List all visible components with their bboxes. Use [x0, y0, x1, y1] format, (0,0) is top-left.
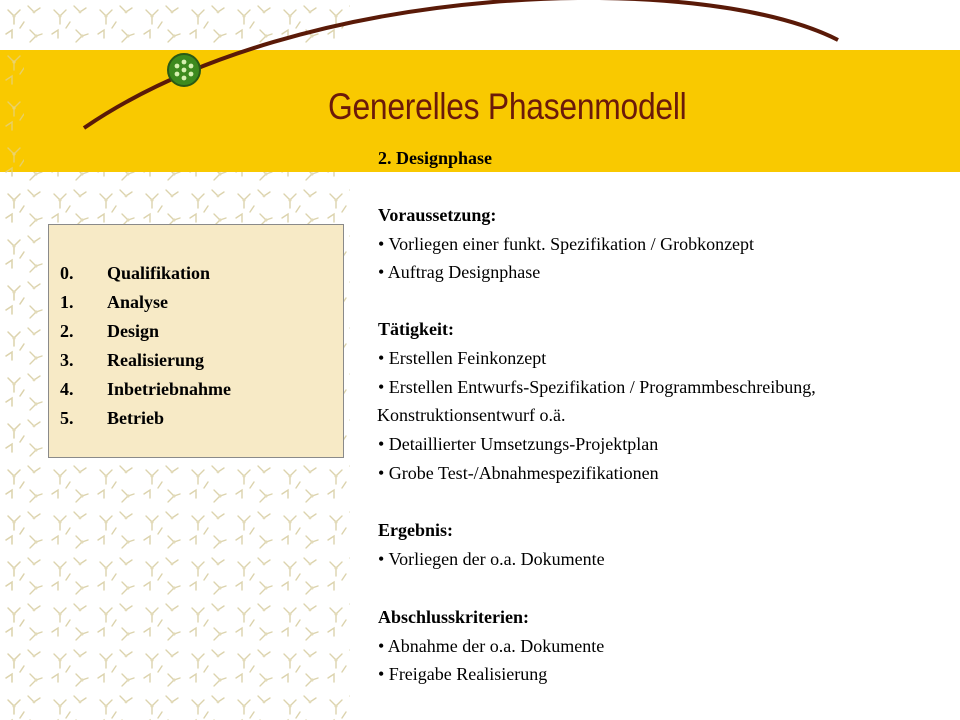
phase-item — [60, 317, 231, 346]
phase-list-box — [48, 224, 344, 458]
voraussetzung-heading: Voraussetzung: — [378, 205, 497, 225]
phase-number: 2. — [60, 321, 74, 341]
abschluss-item: • Abnahme der o.a. Dokumente — [378, 636, 605, 656]
voraussetzung-item: • Vorliegen einer funkt. Spezifikation / Grobkonzept — [378, 234, 755, 254]
slide-title: Generelles Phasenmodell — [328, 86, 687, 127]
phase-label: Inbetriebnahme — [107, 379, 232, 399]
pattern-column-top — [0, 0, 24, 720]
taetigkeit-item-continued: Konstruktionsentwurf o.ä. — [377, 405, 566, 425]
phase-label: Analyse — [107, 292, 169, 312]
taetigkeit-item: • Grobe Test-/Abnahmespezifikationen — [378, 463, 659, 483]
abschluss-item: • Freigabe Realisierung — [378, 664, 548, 684]
phase-item — [60, 259, 231, 288]
phase-heading: 2. Designphase — [378, 148, 493, 168]
phase-number: 1. — [60, 292, 74, 312]
taetigkeit-item: • Erstellen Entwurfs-Spezifikation / Programmbeschreibung, — [378, 377, 816, 397]
logo-icon — [168, 54, 200, 86]
phase-number: 4. — [60, 379, 74, 399]
phase-item — [60, 346, 231, 375]
phase-label: Realisierung — [107, 350, 204, 370]
taetigkeit-heading: Tätigkeit: — [378, 319, 454, 339]
taetigkeit-item: • Erstellen Feinkonzept — [378, 348, 547, 368]
phase-item — [60, 288, 231, 317]
phase-item — [60, 375, 231, 404]
taetigkeit-item: • Detaillierter Umsetzungs-Projektplan — [378, 434, 659, 454]
phase-item — [60, 404, 231, 433]
ergebnis-heading: Ergebnis: — [378, 520, 454, 540]
phase-label: Design — [107, 321, 160, 341]
phase-list — [60, 259, 231, 433]
ergebnis-item: • Vorliegen der o.a. Dokumente — [378, 549, 605, 569]
phase-number: 5. — [60, 408, 74, 428]
phase-number: 3. — [60, 350, 74, 370]
phase-label: Betrieb — [107, 408, 164, 428]
voraussetzung-item: • Auftrag Designphase — [378, 262, 541, 282]
abschluss-heading: Abschlusskriterien: — [378, 607, 530, 627]
phase-number: 0. — [60, 263, 74, 283]
phase-label: Qualifikation — [107, 263, 211, 283]
